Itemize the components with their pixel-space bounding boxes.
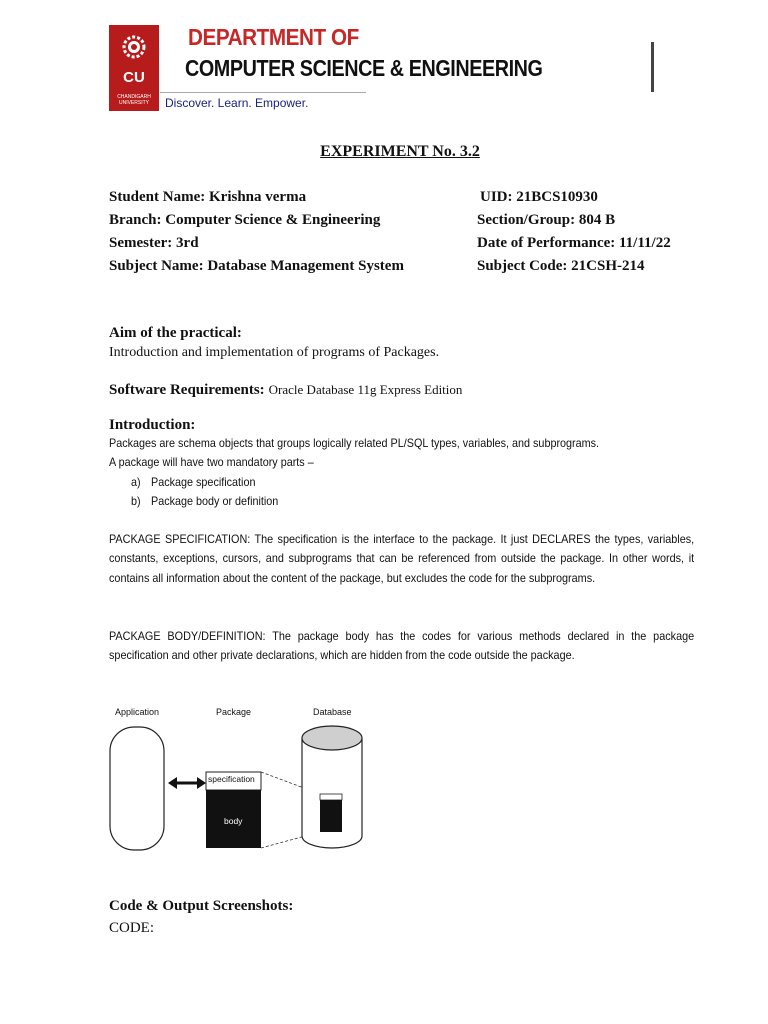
- spec-paragraph-wrap: [109, 530, 694, 588]
- subject-code: Subject Code: 21CSH-214: [477, 258, 645, 274]
- database-cylinder-top: [302, 726, 362, 750]
- tagline: Discover. Learn. Empower.: [165, 96, 309, 110]
- department-title-line1: DEPARTMENT OF: [188, 24, 359, 50]
- intro-line2: A package will have two mandatory parts –: [109, 455, 314, 469]
- list-marker: a): [131, 475, 141, 489]
- code-heading: Code & Output Screenshots:: [109, 898, 294, 914]
- student-semester: Semester: 3rd: [109, 235, 199, 251]
- spec-paragraph: PACKAGE SPECIFICATION: The specification is the interface to the package. It just DECLARES the types, variables, constants, exceptions, cursors, and subprograms that can be referenced from outside the package. In other words, it contains all information about the content of the package, but excludes the code for the subprograms.: [109, 532, 694, 585]
- logo-text: CU: [123, 69, 145, 86]
- application-shape: [110, 727, 164, 850]
- diagram-label-package: Package: [216, 707, 252, 717]
- list-marker: b): [131, 494, 141, 508]
- software-text: Oracle Database 11g Express Edition: [268, 382, 463, 397]
- aim-heading: Aim of the practical:: [109, 325, 242, 341]
- student-branch: Branch: Computer Science & Engineering: [109, 212, 381, 228]
- list-item: Package body or definition: [151, 494, 279, 508]
- student-uid: UID: 21BCS10930: [480, 189, 598, 205]
- double-arrow-icon: [168, 777, 206, 789]
- body-paragraph-wrap: [109, 627, 694, 666]
- list-item: Package specification: [151, 475, 256, 489]
- diagram-label-database: Database: [313, 707, 352, 717]
- mini-spec-box: [320, 794, 342, 800]
- diagram-label-application: Application: [115, 707, 160, 717]
- header-divider: [651, 42, 654, 92]
- code-label: CODE:: [109, 920, 154, 936]
- student-name: Student Name: Krishna verma: [109, 189, 307, 205]
- subject-name: Subject Name: Database Management System: [109, 258, 404, 274]
- department-title-line2: COMPUTER SCIENCE & ENGINEERING: [185, 55, 543, 81]
- intro-heading: Introduction:: [109, 417, 196, 433]
- university-logo: [109, 25, 159, 111]
- diagram-label-body: body: [224, 816, 243, 826]
- tagline-divider: [160, 92, 366, 93]
- mini-body-box: [320, 800, 342, 832]
- performance-date: Date of Performance: 11/11/22: [477, 235, 671, 251]
- student-section: Section/Group: 804 B: [477, 212, 616, 228]
- body-paragraph: PACKAGE BODY/DEFINITION: The package body has the codes for various methods declared in the package specification and other private declarations, which are hidden from the code outside the package.: [109, 629, 694, 663]
- software-heading: Software Requirements:: [109, 382, 265, 398]
- experiment-title: EXPERIMENT No. 3.2: [320, 143, 480, 160]
- package-diagram: [100, 718, 380, 858]
- software-requirements: [109, 381, 462, 399]
- aim-text: Introduction and implementation of programs of Packages.: [109, 345, 440, 360]
- intro-line1: Packages are schema objects that groups logically related PL/SQL types, variables, and subprograms.: [109, 436, 600, 450]
- gear-emblem-icon: [118, 31, 150, 63]
- logo-subtext: CHANDIGARH UNIVERSITY: [117, 94, 151, 106]
- diagram-label-specification: specification: [208, 774, 255, 784]
